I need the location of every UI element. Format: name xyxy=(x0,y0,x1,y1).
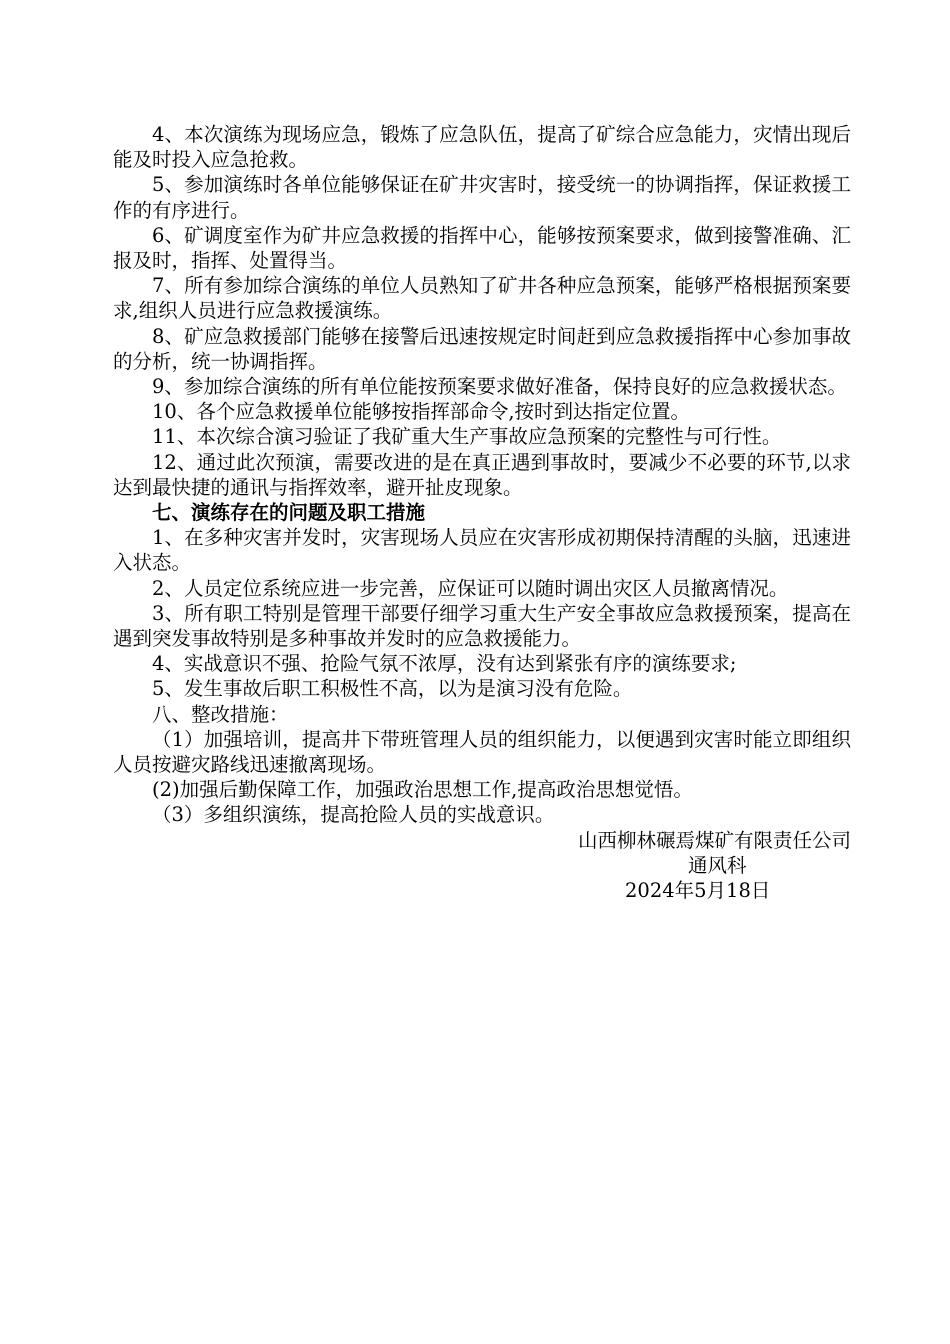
paragraph-4: 4、本次演练为现场应急，锻炼了应急队伍，提高了矿综合应急能力，灾情出现后能及时投入应急抢救。 xyxy=(113,123,851,172)
paragraph-9: 9、参加综合演练的所有单位能按预案要求做好准备，保持良好的应急救援状态。 xyxy=(152,375,847,399)
signature-company: 山西柳林碾焉煤矿有限责任公司 xyxy=(577,828,851,852)
paragraph-12: 12、通过此次预演，需要改进的是在真正遇到事故时，要减少不必要的环节,以求达到最快捷的通讯与指挥效率，避开扯皮现象。 xyxy=(113,450,851,499)
document-body xyxy=(113,122,851,903)
paragraph-8: 8、矿应急救援部门能够在接警后迅速按规定时间赶到应急救援指挥中心参加事故的分析，统一协调指挥。 xyxy=(113,324,851,373)
section-7-item-2: 2、人员定位系统应进一步完善，应保证可以随时调出灾区人员撤离情况。 xyxy=(152,576,789,600)
section-7-item-4: 4、实战意识不强、抢险气氛不浓厚，没有达到紧张有序的演练要求; xyxy=(152,652,737,676)
section-7-item-3: 3、所有职工特别是管理干部要仔细学习重大生产安全事故应急救援预案，提高在遇到突发事故特别是多种事故并发时的应急救援能力。 xyxy=(113,601,851,651)
paragraph-6: 6、矿调度室作为矿井应急救援的指挥中心，能够按预案要求，做到接警准确、汇报及时，指挥、处置得当。 xyxy=(113,223,851,273)
section-7-heading: 七、演练存在的问题及职工措施 xyxy=(152,501,426,525)
section-8-item-1: （1）加强培训，提高井下带班管理人员的组织能力，以便遇到灾害时能立即组织人员按避灾路线迅速撤离现场。 xyxy=(113,727,851,777)
section-7-item-1: 1、在多种灾害并发时，灾害现场人员应在灾害形成初期保持清醒的头脑，迅速进入状态。 xyxy=(113,526,851,575)
signature-date: 2024年5月18日 xyxy=(625,879,771,903)
paragraph-10: 10、各个应急救援单位能够按指挥部命令,按时到达指定位置。 xyxy=(152,400,691,424)
section-8-item-3: （3）多组织演练，提高抢险人员的实战意识。 xyxy=(152,803,555,827)
paragraph-7: 7、所有参加综合演练的单位人员熟知了矿井各种应急预案，能够严格根据预案要求,组织人员进行应急救援演练。 xyxy=(113,274,851,323)
paragraph-5: 5、参加演练时各单位能够保证在矿井灾害时，接受统一的协调指挥，保证救援工作的有序进行。 xyxy=(113,173,851,222)
section-8-heading: 八、整改措施： xyxy=(152,702,289,726)
signature-department: 通风科 xyxy=(688,853,747,877)
section-8-item-2: (2)加强后勤保障工作，加强政治思想工作,提高政治思想觉悟。 xyxy=(152,778,693,802)
paragraph-11: 11、本次综合演习验证了我矿重大生产事故应急预案的完整性与可行性。 xyxy=(152,425,782,449)
section-7-item-5: 5、发生事故后职工积极性不高，以为是演习没有危险。 xyxy=(152,677,633,701)
